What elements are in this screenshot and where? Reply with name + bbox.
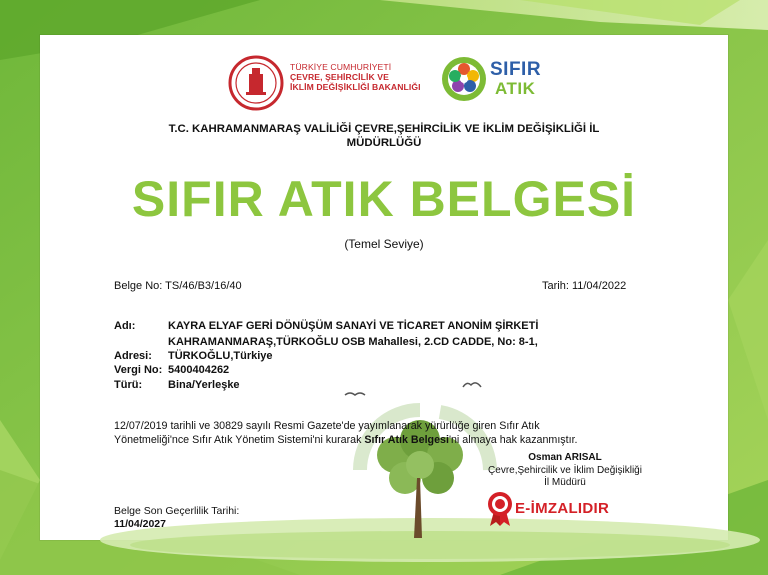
e-signature-badge bbox=[486, 491, 626, 527]
zero-waste-logo bbox=[440, 55, 550, 105]
certificate-description bbox=[114, 419, 674, 447]
field-address-label: Adresi: bbox=[114, 350, 152, 362]
zero-waste-logo-line2: ATIK bbox=[495, 79, 536, 98]
field-type-label: Türü: bbox=[114, 379, 143, 391]
field-tax-label: Vergi No: bbox=[114, 364, 163, 376]
zero-waste-logo-line1: SIFIR bbox=[490, 59, 542, 80]
field-type-value: Bina/Yerleşke bbox=[168, 379, 240, 391]
signer-title1: Çevre,Şehircilik ve İklim Değişikliği bbox=[488, 464, 642, 476]
description-line2: Yönetmeliği'nce Sıfır Atık Yönetim Sistemi'ni kurarak Sıfır Atık Belgesi'ni almaya hak kazanmıştır. bbox=[114, 434, 578, 446]
field-name-label: Adı: bbox=[114, 320, 136, 332]
field-type bbox=[114, 379, 240, 392]
zero-waste-flower-icon bbox=[440, 55, 488, 103]
ministry-line2: ÇEVRE, ŞEHİRCİLİK VE bbox=[290, 72, 389, 82]
signer-title2: İl Müdürü bbox=[544, 477, 586, 488]
certificate-date: Tarih: 11/04/2022 bbox=[542, 280, 627, 292]
field-address bbox=[114, 350, 273, 363]
validity-block bbox=[114, 505, 239, 531]
field-name bbox=[114, 320, 539, 333]
ministry-line3: İKLİM DEĞİŞİKLİĞİ BAKANLIĞI bbox=[290, 82, 421, 92]
address-line1-value: KAHRAMANMARAŞ,TÜRKOĞLU OSB Mahallesi, 2.CD CADDE, No: 8-1, bbox=[168, 336, 538, 348]
certificate-level: (Temel Seviye) bbox=[344, 237, 424, 251]
e-signature-text: E-İMZALIDIR bbox=[515, 500, 610, 517]
field-name-value: KAYRA ELYAF GERİ DÖNÜŞÜM SANAYİ VE TİCARET ANONİM ŞİRKETİ bbox=[168, 320, 539, 332]
field-tax bbox=[114, 364, 230, 377]
ministry-logo bbox=[228, 54, 428, 112]
ministry-emblem-icon bbox=[228, 54, 284, 112]
validity-label: Belge Son Geçerlilik Tarihi: bbox=[114, 505, 240, 517]
issuing-authority: T.C. KAHRAMANMARAŞ VALİLİĞİ ÇEVRE,ŞEHİRCİLİK VE İKLİM DEĞİŞİKLİĞİ İL MÜDÜRLÜĞÜ bbox=[168, 123, 600, 149]
validity-date: 11/04/2027 bbox=[114, 518, 166, 530]
rosette-icon bbox=[486, 491, 514, 527]
signer-block bbox=[470, 452, 660, 490]
certificate-number: Belge No: TS/46/B3/16/40 bbox=[114, 280, 242, 292]
signer-name: Osman ARISAL bbox=[528, 452, 602, 463]
field-address-line1 bbox=[114, 336, 538, 349]
certificate-title: SIFIR ATIK BELGESİ bbox=[131, 171, 637, 227]
field-address-value: TÜRKOĞLU,Türkiye bbox=[168, 350, 273, 362]
ministry-line1: TÜRKİYE CUMHURİYETİ bbox=[290, 62, 392, 72]
field-tax-value: 5400404262 bbox=[168, 364, 230, 376]
description-line1: 12/07/2019 tarihli ve 30829 sayılı Resmi Gazete'de yayımlanarak yürürlüğe giren Sıfır Atık bbox=[114, 420, 540, 432]
